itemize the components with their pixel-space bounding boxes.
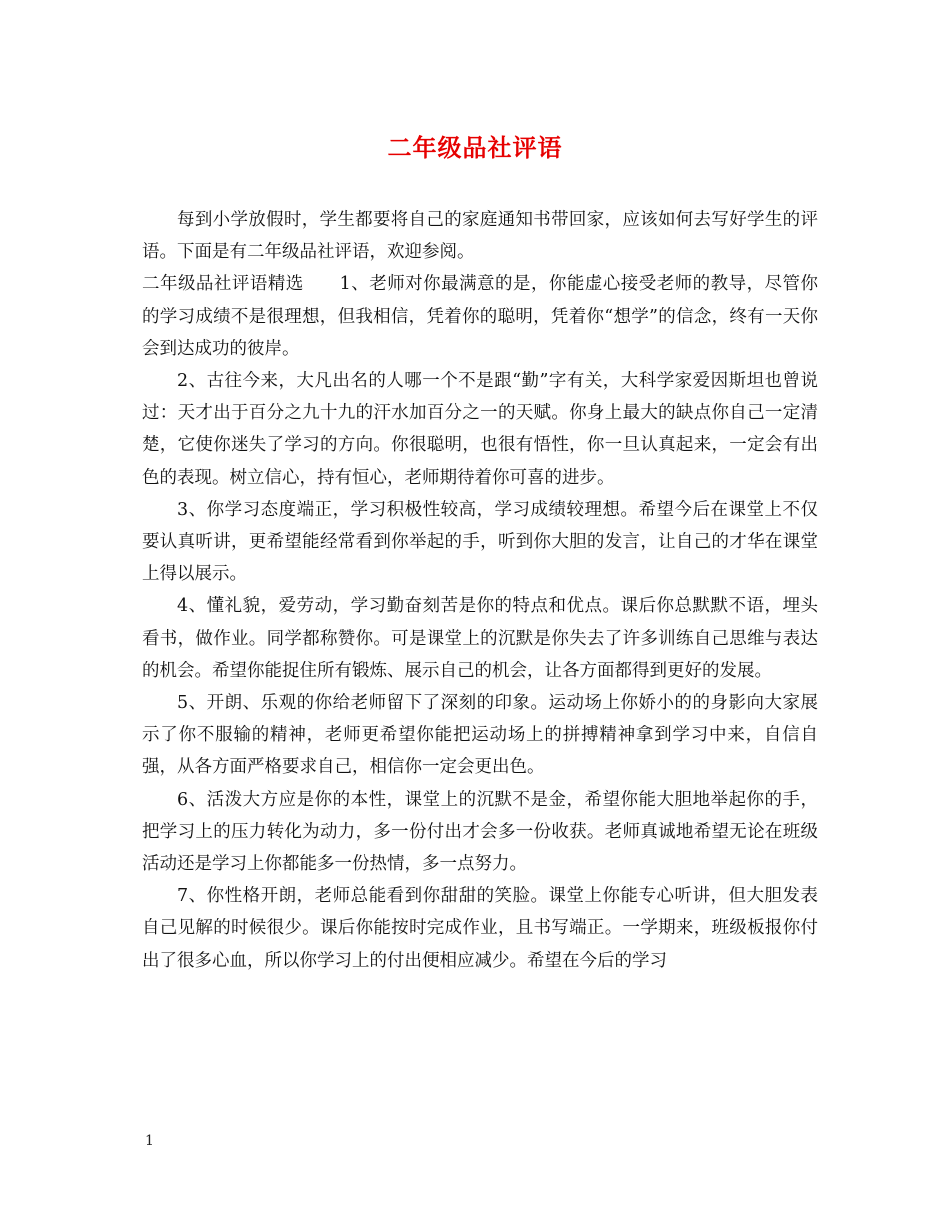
comment-paragraph-5: 5、开朗、乐观的你给老师留下了深刻的印象。运动场上你娇小的的身影向大家展示了你不服输的精神，老师更希望你能把运动场上的拼搏精神拿到学习中来，自信自强，从各方面严格要求自己，相信你一定会更出色。 bbox=[142, 693, 818, 778]
section-heading-paragraph: 二年级品社评语精选 1、老师对你最满意的是，你能虚心接受老师的教导，尽管你的学习成绩不是很理想，但我相信，凭着你的聪明，凭着你“想学”的信念，终有一天你会到达成功的彼岸。 bbox=[142, 274, 818, 359]
document-body bbox=[142, 204, 818, 977]
intro-paragraph: 每到小学放假时，学生都要将自己的家庭通知书带回家，应该如何去写好学生的评语。下面是有二年级品社评语，欢迎参阅。 bbox=[142, 210, 818, 263]
comment-paragraph-6: 6、活泼大方应是你的本性，课堂上的沉默不是金，希望你能大胆地举起你的手，把学习上的压力转化为动力，多一份付出才会多一份收获。老师真诚地希望无论在班级活动还是学习上你都能多一份热情，多一点努力。 bbox=[142, 789, 818, 875]
comment-paragraph-3: 3、你学习态度端正，学习积极性较高，学习成绩较理想。希望今后在课堂上不仅要认真听讲，更希望能经常看到你举起的手，听到你大胆的发言，让自己的才华在课堂上得以展示。 bbox=[142, 499, 818, 585]
comment-paragraph-7: 7、你性格开朗，老师总能看到你甜甜的笑脸。课堂上你能专心听讲，但大胆发表自己见解的时候很少。课后你能按时完成作业，且书写端正。一学期来，班级板报你付出了很多心血，所以你学习上的付出便相应减少。希望在今后的学习 bbox=[142, 886, 818, 971]
page-number: 1 bbox=[145, 1133, 154, 1149]
document-title: 二年级品社评语 bbox=[387, 133, 563, 162]
comment-paragraph-4: 4、懂礼貌，爱劳动，学习勤奋刻苦是你的特点和优点。课后你总默默不语，埋头看书，做作业。同学都称赞你。可是课堂上的沉默是你失去了许多训练自己思维与表达的机会。希望你能捉住所有锻炼、展示自己的机会，让各方面都得到更好的发展。 bbox=[142, 596, 818, 681]
comment-paragraph-2: 2、古往今来，大凡出名的人哪一个不是跟“勤”字有关，大科学家爱因斯坦也曾说过：天才出于百分之九十九的汗水加百分之一的天赋。你身上最大的缺点你自己一定清楚，它使你迷失了学习的方向。你很聪明，也很有悟性，你一旦认真起来，一定会有出色的表现。树立信心，持有恒心，老师期待着你可喜的进步。 bbox=[142, 371, 818, 488]
